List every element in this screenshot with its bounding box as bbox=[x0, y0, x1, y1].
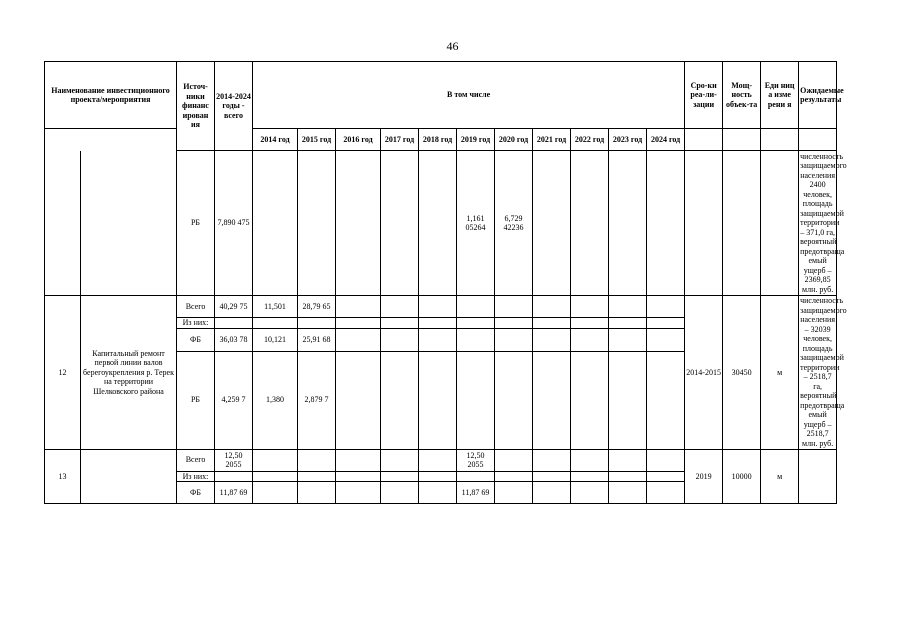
total-cell: 4,259 7 bbox=[215, 351, 253, 449]
row-number: 12 bbox=[45, 296, 81, 450]
unit-cell: м bbox=[761, 296, 799, 450]
total-cell: 36,03 78 bbox=[215, 328, 253, 351]
year-2022: 2022 год bbox=[571, 129, 609, 151]
year-2020: 2020 год bbox=[495, 129, 533, 151]
source-cell: РБ bbox=[177, 351, 215, 449]
results-cell: численность защищаемого населения – 32039 человек, площадь защищаемой территории – 2518,7 га, вероятный предотвраща емый ущерб – 2518,7 млн. руб. bbox=[800, 296, 847, 448]
table-row bbox=[45, 449, 893, 471]
terms-cell: 2014-2015 bbox=[685, 296, 723, 450]
source-cell: РБ bbox=[177, 151, 215, 296]
year-2021: 2021 год bbox=[533, 129, 571, 151]
value-cell: 1,161 05264 bbox=[457, 151, 495, 296]
header-source: Источ-ники финанс ирован ия bbox=[177, 62, 215, 151]
year-2016: 2016 год bbox=[336, 129, 381, 151]
value-cell: 6,729 42236 bbox=[495, 151, 533, 296]
value-cell: 1,380 bbox=[253, 351, 298, 449]
source-cell: Из них: bbox=[177, 471, 215, 482]
capacity-cell: 30450 bbox=[723, 296, 761, 450]
year-2023: 2023 год bbox=[609, 129, 647, 151]
header-results: Ожидаемые результаты bbox=[799, 62, 837, 129]
source-cell: Всего bbox=[177, 296, 215, 318]
value-cell: 25,91 68 bbox=[298, 328, 336, 351]
value-cell: 10,121 bbox=[253, 328, 298, 351]
value-cell: 12,50 2055 bbox=[457, 449, 495, 471]
header-total: 2014-2024 годы - всего bbox=[215, 62, 253, 151]
total-cell: 12,50 2055 bbox=[215, 449, 253, 471]
source-cell: ФБ bbox=[177, 328, 215, 351]
total-cell: 11,87 69 bbox=[215, 482, 253, 504]
source-cell: Из них: bbox=[177, 318, 215, 329]
header-including: В том числе bbox=[253, 62, 685, 129]
value-cell: 28,79 65 bbox=[298, 296, 336, 318]
header-terms: Сро-ки реа-ли-зации bbox=[685, 62, 723, 129]
table-row bbox=[45, 151, 893, 296]
investment-table bbox=[44, 61, 893, 504]
capacity-cell: 10000 bbox=[723, 449, 761, 504]
header-capacity: Мощ-ность объек-та bbox=[723, 62, 761, 129]
header-name: Наименование инвестиционного проекта/мероприятия bbox=[45, 62, 177, 129]
page-number: 46 bbox=[446, 39, 459, 53]
source-cell: Всего bbox=[177, 449, 215, 471]
year-2019: 2019 год bbox=[457, 129, 495, 151]
total-cell: 40,29 75 bbox=[215, 296, 253, 318]
value-cell: 2,879 7 bbox=[298, 351, 336, 449]
year-2018: 2018 год bbox=[419, 129, 457, 151]
year-2024: 2024 год bbox=[647, 129, 685, 151]
row-number: 13 bbox=[45, 449, 81, 504]
year-2015: 2015 год bbox=[298, 129, 336, 151]
year-2017: 2017 год bbox=[381, 129, 419, 151]
table-row bbox=[45, 296, 893, 318]
project-name: Капитальный ремонт первой линии валов берегоукрепления р. Терек на территории Шелковского района bbox=[81, 296, 177, 450]
year-2014: 2014 год bbox=[253, 129, 298, 151]
value-cell: 11,87 69 bbox=[457, 482, 495, 504]
total-cell: 7,890 475 bbox=[215, 151, 253, 296]
terms-cell: 2019 bbox=[685, 449, 723, 504]
source-cell: ФБ bbox=[177, 482, 215, 504]
value-cell: 11,501 bbox=[253, 296, 298, 318]
results-cell: численность защищаемого населения 2400 человек, площадь защищаемой территории – 371,0 га, вероятный предотвраща емый ущерб – 2369,85 млн. руб. bbox=[800, 151, 847, 294]
header-unit: Еди ниц а изме рени я bbox=[761, 62, 799, 129]
unit-cell: м bbox=[761, 449, 799, 504]
